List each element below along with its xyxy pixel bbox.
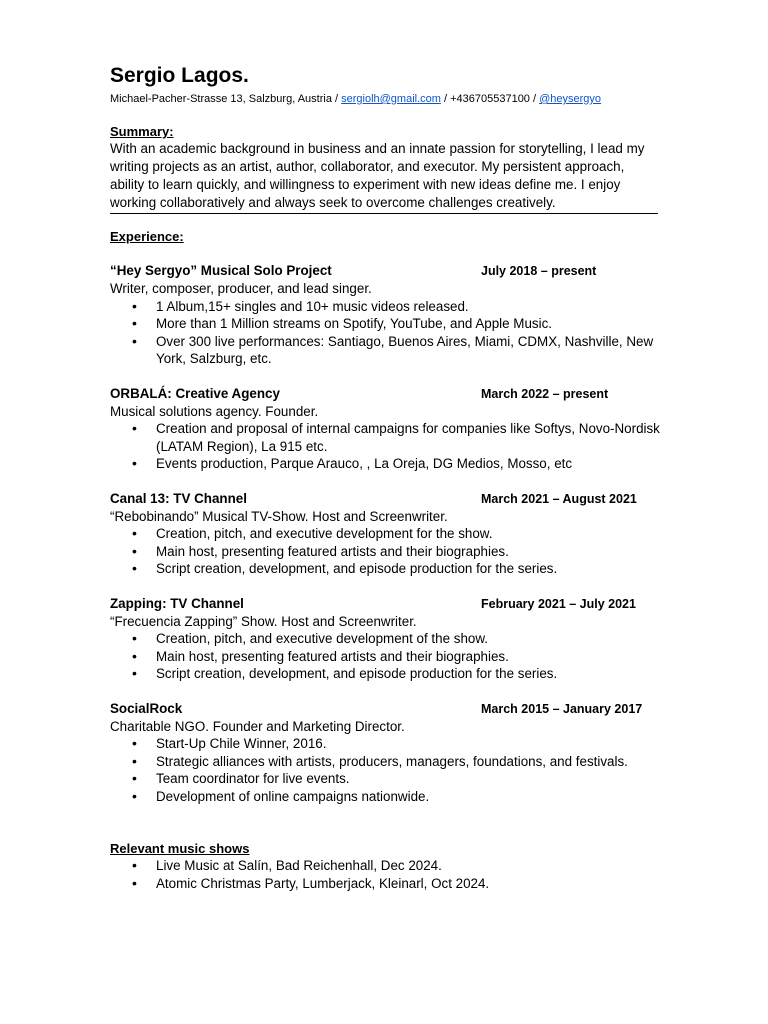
job-description: Charitable NGO. Founder and Marketing Director. <box>110 718 405 734</box>
list-item: • Team coordinator for live events. <box>110 770 660 788</box>
list-item: • Creation and proposal of internal campaigns for companies like Softys, Novo-Nordisk (LATAM Region), La 915 etc. <box>110 420 660 455</box>
list-item: • Start-Up Chile Winner, 2016. <box>110 735 660 753</box>
resume-page <box>110 62 660 892</box>
phone-text: / +436705537100 / <box>440 93 540 105</box>
spacer <box>110 473 660 490</box>
job-bullets <box>110 298 660 368</box>
job-date: March 2022 – present <box>481 386 609 401</box>
list-item: • Events production, Parque Arauco, , La Oreja, DG Medios, Mosso, etc <box>110 455 660 473</box>
social-handle-link[interactable]: @heysergyo <box>539 93 602 105</box>
job-title: ORBALÁ: Creative Agency <box>110 385 280 401</box>
spacer <box>110 805 660 840</box>
job-description: Writer, composer, producer, and lead singer. <box>110 281 372 296</box>
list-item: • More than 1 Million streams on Spotify, YouTube, and Apple Music. <box>110 315 660 333</box>
job-description: “Rebobinando” Musical TV-Show. Host and Screenwriter. <box>110 508 448 524</box>
spacer <box>110 683 660 700</box>
list-item: • Live Music at Salín, Bad Reichenhall, Dec 2024. <box>110 857 660 875</box>
job-title: Canal 13: TV Channel <box>110 490 247 506</box>
job-date: February 2021 – July 2021 <box>481 596 636 611</box>
job-title: “Hey Sergyo” Musical Solo Project <box>110 263 332 278</box>
summary-text: With an academic background in business and an innate passion for storytelling, I lead my writing projects as an artist, author, collaborator, and executor. My persistent approach, ability to learn quickly, and willingness to experiment with new ideas define me. I enjoy working collaboratively and always seek to overcome challenges creatively. <box>110 140 658 214</box>
job-bullets <box>110 630 660 683</box>
job-entry <box>110 385 660 473</box>
job-entry <box>110 700 660 806</box>
job-description: Musical solutions agency. Founder. <box>110 403 319 419</box>
experience-heading: Experience: <box>110 229 184 244</box>
candidate-name: Sergio Lagos. <box>110 64 249 87</box>
list-item: • Strategic alliances with artists, producers, managers, foundations, and festivals. <box>110 753 660 771</box>
list-item: • Main host, presenting featured artists and their biographies. <box>110 648 660 666</box>
list-item: • Creation, pitch, and executive development of the show. <box>110 630 660 648</box>
job-bullets <box>110 735 660 805</box>
summary-heading: Summary: <box>110 124 174 139</box>
list-item: • 1 Album,15+ singles and 10+ music videos released. <box>110 298 660 316</box>
job-title: SocialRock <box>110 700 183 716</box>
job-description: “Frecuencia Zapping” Show. Host and Screenwriter. <box>110 613 417 629</box>
contact-line <box>110 92 660 106</box>
email-link[interactable]: sergiolh@gmail.com <box>341 93 441 105</box>
job-bullets <box>110 420 660 473</box>
list-item: • Atomic Christmas Party, Lumberjack, Kleinarl, Oct 2024. <box>110 875 660 893</box>
job-entry <box>110 490 660 578</box>
job-bullets <box>110 525 660 578</box>
list-item: • Script creation, development, and episode production for the series. <box>110 560 660 578</box>
spacer <box>110 578 660 595</box>
list-item: • Development of online campaigns nationwide. <box>110 788 660 806</box>
list-item: • Main host, presenting featured artists and their biographies. <box>110 543 660 561</box>
spacer <box>110 368 660 385</box>
address-text: Michael-Pacher-Strasse 13, Salzburg, Austria / <box>110 93 342 105</box>
job-date: July 2018 – present <box>481 264 597 278</box>
job-entry <box>110 262 660 368</box>
spacer <box>110 245 660 262</box>
music-shows-list <box>110 857 660 892</box>
job-date: March 2021 – August 2021 <box>481 491 637 506</box>
job-date: March 2015 – January 2017 <box>481 701 643 716</box>
job-entry <box>110 595 660 683</box>
job-title: Zapping: TV Channel <box>110 595 244 611</box>
list-item: • Script creation, development, and episode production for the series. <box>110 665 660 683</box>
music-shows-heading: Relevant music shows <box>110 841 250 856</box>
list-item: • Over 300 live performances: Santiago, Buenos Aires, Miami, CDMX, Nashville, New York, Salzburg, etc. <box>110 333 660 368</box>
list-item: • Creation, pitch, and executive development for the show. <box>110 525 660 543</box>
